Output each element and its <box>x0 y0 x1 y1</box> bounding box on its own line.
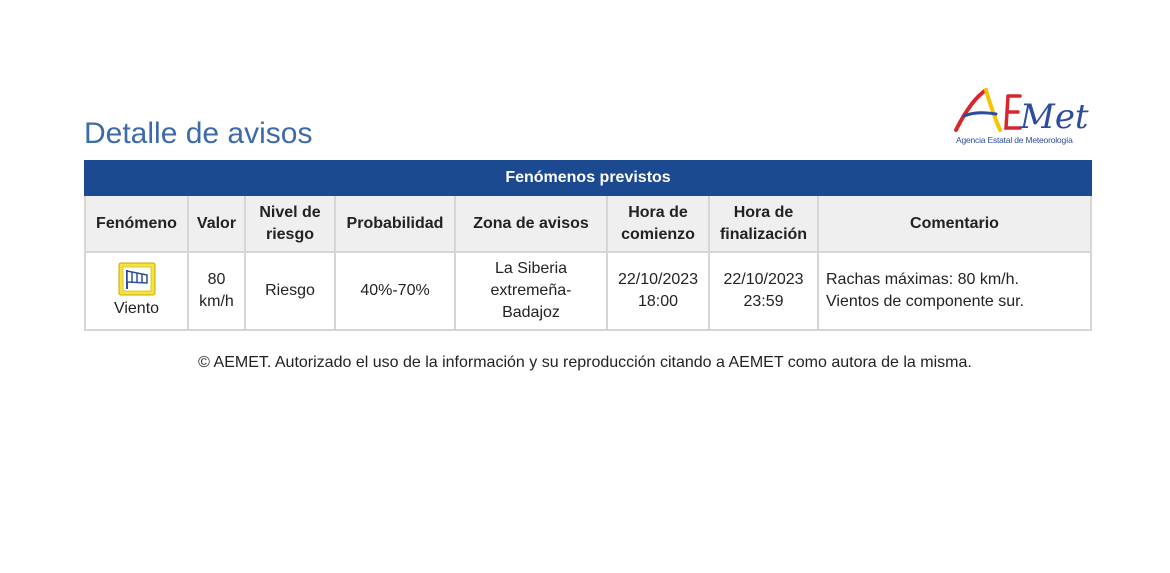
page-title: Detalle de avisos <box>84 117 313 150</box>
table-banner: Fenómenos previstos <box>85 161 1091 195</box>
column-header-fenomeno: Fenómeno <box>85 195 188 252</box>
cell-comentario <box>818 252 1091 330</box>
copyright-footer: © AEMET. Autorizado el uso de la información y su reproducción citando a AEMET como autora de la misma. <box>198 354 972 371</box>
column-header-finalizacion: Hora de finalización <box>709 195 818 252</box>
aemet-logo-graphic <box>950 84 1090 136</box>
column-header-zona: Zona de avisos <box>455 195 607 252</box>
column-header-valor: Valor <box>188 195 245 252</box>
cell-comienzo <box>607 252 709 330</box>
comienzo-hora: 18:00 <box>637 293 679 310</box>
valor-number: 80 <box>207 271 226 288</box>
zona-line-1: La Siberia <box>494 260 568 277</box>
cell-nivel: Riesgo <box>245 252 335 330</box>
cell-zona <box>455 252 607 330</box>
logo-subtitle: Agencia Estatal de Meteorología <box>956 135 1073 145</box>
column-header-probabilidad: Probabilidad <box>335 195 455 252</box>
comentario-line-1: Rachas máximas: 80 km/h. <box>826 271 1019 288</box>
comienzo-fecha: 22/10/2023 <box>617 271 699 288</box>
table-row <box>85 252 1091 330</box>
zona-line-2: extremeña- <box>490 282 572 299</box>
fenomeno-label: Viento <box>113 300 160 317</box>
column-header-nivel: Nivel de riesgo <box>245 195 335 252</box>
wind-icon <box>118 262 156 296</box>
aemet-logo <box>950 84 1090 150</box>
warnings-table <box>84 160 1092 331</box>
fin-fecha: 22/10/2023 <box>723 271 804 288</box>
valor-unit: km/h <box>199 293 234 310</box>
cell-probabilidad: 40%-70% <box>335 252 455 330</box>
cell-finalizacion <box>709 252 818 330</box>
svg-text:Met: Met <box>1020 97 1089 136</box>
column-header-comentario: Comentario <box>818 195 1091 252</box>
cell-fenomeno <box>85 252 188 330</box>
zona-line-3: Badajoz <box>502 304 560 321</box>
comentario-line-2: Vientos de componente sur. <box>826 293 1025 310</box>
cell-valor <box>188 252 245 330</box>
fin-hora: 23:59 <box>743 293 784 310</box>
column-header-comienzo: Hora de comienzo <box>607 195 709 252</box>
